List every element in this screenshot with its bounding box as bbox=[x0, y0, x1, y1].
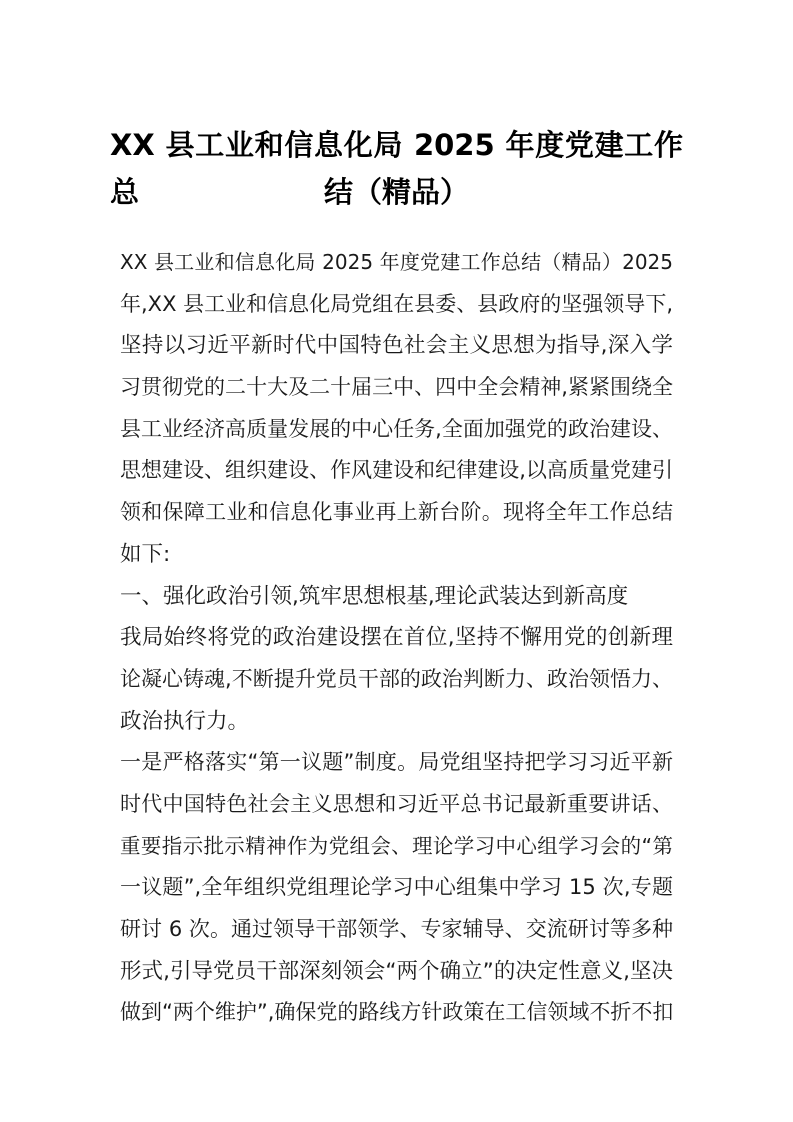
body-line: 政治执行力。 bbox=[120, 708, 250, 734]
document-title-line-2: 结（精品） bbox=[323, 175, 469, 209]
body-line: 研讨 6 次。通过领导干部领学、专家辅导、交流研讨等多种 bbox=[120, 917, 673, 941]
body-line: 一是严格落实“第一议题”制度。局党组坚持把学习习近平新 bbox=[120, 750, 673, 775]
body-line: 时代中国特色社会主义思想和习近平总书记最新重要讲话、 bbox=[120, 791, 673, 816]
body-line: 县工业经济高质量发展的中心任务,全面加强党的政治建设、 bbox=[120, 416, 673, 441]
document-body bbox=[120, 242, 673, 1034]
body-line: XX 县工业和信息化局 2025 年度党建工作总结（精品）2025 bbox=[120, 250, 673, 274]
section-heading: 一、强化政治引领,筑牢思想根基,理论武装达到新高度 bbox=[120, 583, 629, 609]
body-line: 如下: bbox=[120, 541, 171, 567]
body-line: 论凝心铸魂,不断提升党员干部的政治判断力、政治领悟力、 bbox=[120, 666, 673, 691]
body-line: 年,XX 县工业和信息化局党组在县委、县政府的坚强领导下, bbox=[120, 291, 673, 316]
body-line: 做到“两个维护”,确保党的路线方针政策在工信领域不折不扣 bbox=[120, 1000, 674, 1025]
document-title-line-1: XX 县工业和信息化局 2025 年度党建工作总 bbox=[110, 128, 683, 209]
body-line: 一议题”,全年组织党组理论学习中心组集中学习 15 次,专题 bbox=[120, 875, 673, 900]
body-line: 领和保障工业和信息化事业再上新台阶。现将全年工作总结 bbox=[120, 500, 673, 525]
body-line: 思想建设、组织建设、作风建设和纪律建设,以高质量党建引 bbox=[120, 458, 673, 483]
body-line: 我局始终将党的政治建设摆在首位,坚持不懈用党的创新理 bbox=[120, 625, 673, 651]
body-line: 习贯彻党的二十大及二十届三中、四中全会精神,紧紧围绕全 bbox=[120, 375, 673, 400]
body-line: 形式,引导党员干部深刻领会“两个确立”的决定性意义,坚决 bbox=[120, 958, 673, 984]
body-line: 坚持以习近平新时代中国特色社会主义思想为指导,深入学 bbox=[120, 333, 673, 359]
body-line: 重要指示批示精神作为党组会、理论学习中心组学习会的“第 bbox=[120, 833, 673, 858]
